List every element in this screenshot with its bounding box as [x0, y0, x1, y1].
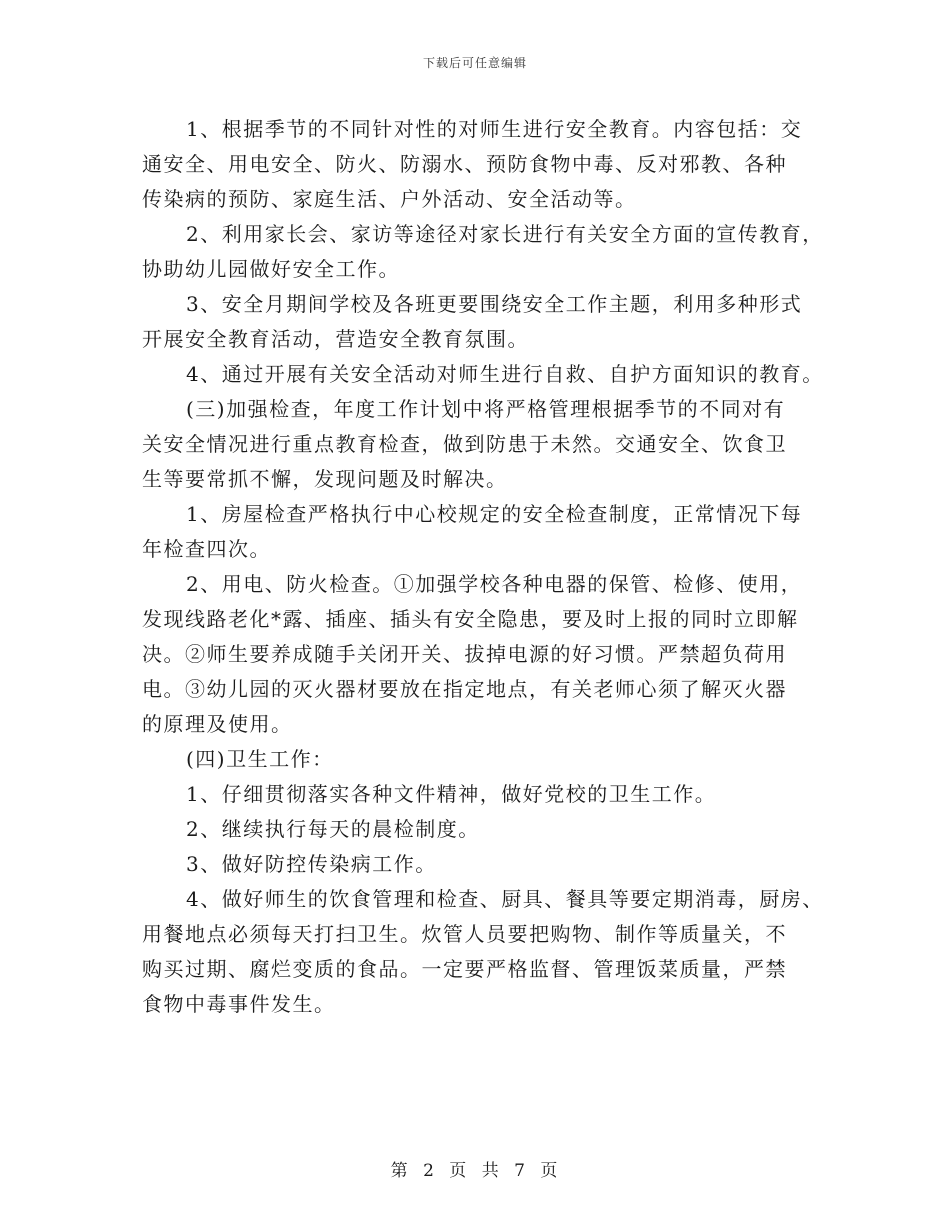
- text-line: 3、安全月期间学校及各班更要围绕安全工作主题，利用多种形式: [186, 292, 803, 316]
- text-line: 1、根据季节的不同针对性的对师生进行安全教育。内容包括：交: [186, 117, 803, 141]
- text-line: 的原理及使用。: [142, 712, 293, 736]
- text-line: 电。③幼儿园的灭火器材要放在指定地点，有关老师心须了解灭火器: [142, 677, 787, 701]
- text-line: 2、利用家长会、家访等途径对家长进行有关安全方面的宣传教育，: [186, 222, 824, 246]
- text-line: (三)加强检查，年度工作计划中将严格管理根据季节的不同对有: [186, 397, 786, 421]
- text-line: 2、用电、防火检查。①加强学校各种电器的保管、检修、使用，: [186, 572, 803, 596]
- text-line: 协助幼儿园做好安全工作。: [142, 257, 400, 281]
- text-line: 购买过期、腐烂变质的食品。一定要严格监督、管理饭菜质量，严禁: [142, 957, 787, 981]
- text-line: 3、做好防控传染病工作。: [186, 852, 437, 876]
- text-line: 1、仔细贯彻落实各种文件精神，做好党校的卫生工作。: [186, 782, 717, 806]
- text-line: 2、继续执行每天的晨检制度。: [186, 817, 480, 841]
- text-line: 4、通过开展有关安全活动对师生进行自救、自护方面知识的教育。: [186, 362, 824, 386]
- text-line: 传染病的预防、家庭生活、户外活动、安全活动等。: [142, 187, 637, 211]
- page-header: 下载后可任意编辑: [422, 56, 527, 70]
- text-line: 开展安全教育活动，营造安全教育氛围。: [142, 327, 529, 351]
- text-line: 生等要常抓不懈，发现问题及时解决。: [142, 467, 508, 491]
- page-footer: 第 2 页 共 7 页: [390, 1161, 560, 1181]
- text-line: 用餐地点必须每天打扫卫生。炊管人员要把购物、制作等质量关，不: [142, 922, 787, 946]
- text-line: 决。②师生要养成随手关闭开关、拔掉电源的好习惯。严禁超负荷用: [142, 642, 787, 666]
- text-line: 4、做好师生的饮食管理和检查、厨具、餐具等要定期消毒，厨房、: [186, 887, 824, 911]
- text-line: 食物中毒事件发生。: [142, 992, 336, 1016]
- text-line: 年检查四次。: [142, 537, 271, 561]
- document-body: [142, 112, 822, 1022]
- text-line: 1、房屋检查严格执行中心校规定的安全检查制度，正常情况下每: [186, 502, 803, 526]
- text-line: 发现线路老化*露、插座、插头有安全隐患，要及时上报的同时立即解: [142, 607, 799, 631]
- text-line: 关安全情况进行重点教育检查，做到防患于未然。交通安全、饮食卫: [142, 432, 787, 456]
- text-line: (四)卫生工作：: [186, 747, 334, 771]
- text-line: 通安全、用电安全、防火、防溺水、预防食物中毒、反对邪教、各种: [142, 152, 787, 176]
